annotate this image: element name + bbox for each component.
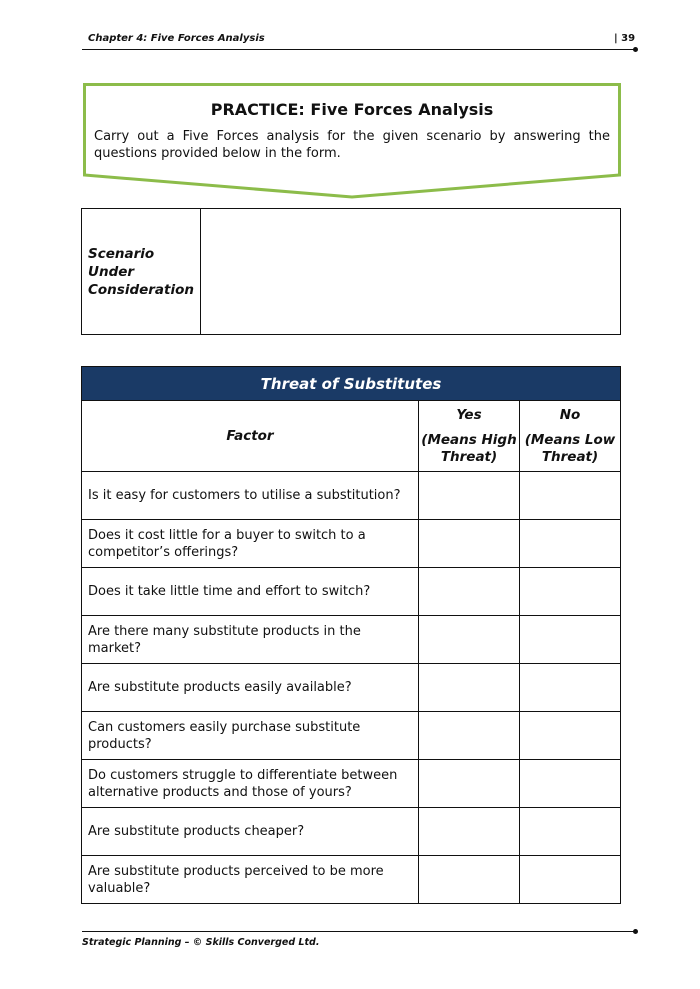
yes-sublabel: (Means High Threat) [421, 431, 517, 465]
no-answer-cell[interactable] [520, 760, 621, 808]
yes-label: Yes [456, 406, 482, 423]
scenario-label: Scenario Under Consideration [82, 209, 201, 335]
table-row [82, 808, 621, 856]
page-number: | 39 [614, 33, 636, 44]
factor-question: Can customers easily purchase substitute products? [82, 712, 419, 760]
no-column-header [520, 401, 621, 472]
no-answer-cell[interactable] [520, 616, 621, 664]
factor-question: Are substitute products easily available? [82, 664, 419, 712]
no-answer-cell[interactable] [520, 472, 621, 520]
table-row [82, 568, 621, 616]
factor-question: Are substitute products perceived to be more valuable? [82, 856, 419, 904]
scenario-input-cell[interactable] [201, 209, 621, 335]
yes-answer-cell[interactable] [419, 856, 520, 904]
footer-rule [82, 931, 636, 932]
yes-answer-cell[interactable] [419, 808, 520, 856]
chapter-header: Chapter 4: Five Forces Analysis [88, 33, 265, 44]
no-answer-cell[interactable] [520, 808, 621, 856]
yes-answer-cell[interactable] [419, 616, 520, 664]
table-row [82, 712, 621, 760]
factor-question: Does it take little time and effort to switch? [82, 568, 419, 616]
table-row [82, 616, 621, 664]
no-answer-cell[interactable] [520, 568, 621, 616]
factor-column-header: Factor [82, 401, 419, 472]
practice-callout [83, 83, 621, 199]
callout-text: Carry out a Five Forces analysis for the given scenario by answering the questions provided below in the form. [94, 129, 610, 161]
table-row [82, 520, 621, 568]
substitutes-title: Threat of Substitutes [82, 367, 621, 401]
yes-answer-cell[interactable] [419, 664, 520, 712]
yes-answer-cell[interactable] [419, 760, 520, 808]
callout-title: PRACTICE: Five Forces Analysis [210, 100, 494, 119]
no-sublabel: (Means Low Threat) [524, 431, 616, 465]
table-row [82, 856, 621, 904]
no-answer-cell[interactable] [520, 712, 621, 760]
no-label: No [559, 406, 581, 423]
footer-text: Strategic Planning – © Skills Converged Ltd. [82, 937, 320, 948]
table-row [82, 760, 621, 808]
table-row [82, 664, 621, 712]
header-rule-dot [633, 47, 638, 52]
yes-column-header [419, 401, 520, 472]
footer-rule-dot [633, 929, 638, 934]
factor-question: Are substitute products cheaper? [82, 808, 419, 856]
factor-question: Is it easy for customers to utilise a substitution? [82, 472, 419, 520]
yes-answer-cell[interactable] [419, 568, 520, 616]
factor-question: Does it cost little for a buyer to switch to a competitor’s offerings? [82, 520, 419, 568]
table-row [82, 472, 621, 520]
header-rule [82, 49, 636, 50]
no-answer-cell[interactable] [520, 520, 621, 568]
factor-question: Do customers struggle to differentiate between alternative products and those of yours? [82, 760, 419, 808]
substitutes-table [81, 366, 621, 904]
factor-question: Are there many substitute products in the market? [82, 616, 419, 664]
yes-answer-cell[interactable] [419, 712, 520, 760]
yes-answer-cell[interactable] [419, 520, 520, 568]
no-answer-cell[interactable] [520, 856, 621, 904]
no-answer-cell[interactable] [520, 664, 621, 712]
scenario-table [81, 208, 621, 335]
yes-answer-cell[interactable] [419, 472, 520, 520]
